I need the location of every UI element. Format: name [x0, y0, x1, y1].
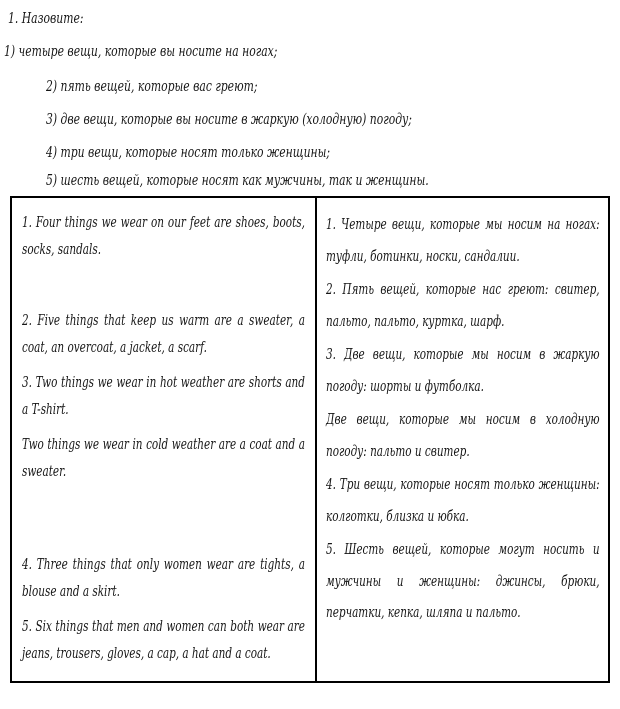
english-answer-4: 4. Three things that only women wear are tights, a blouse and a skirt.	[22, 557, 305, 600]
english-answer-1: 1. Four things we wear on our feet are shoes, boots, socks, sandals.	[22, 215, 305, 258]
english-answers-text-block	[22, 210, 305, 668]
answers-table	[10, 196, 610, 683]
exercise-heading: 1. Назовите:	[8, 9, 84, 27]
russian-answer-3-cold: Две вещи, которые мы носим в холодную погоду: пальто и свитер.	[326, 412, 600, 460]
task-item-2: 2) пять вещей, которые вас греют;	[46, 77, 258, 95]
english-answers-cell	[12, 198, 317, 681]
russian-answers-text-block	[326, 210, 600, 630]
russian-answer-3-hot: 3. Две вещи, которые мы носим в жаркую погоду: шорты и футболка.	[326, 347, 600, 395]
english-answer-2: 2. Five things that keep us warm are a sweater, a coat, an overcoat, a jacket, a scarf.	[22, 313, 305, 356]
russian-answer-1: 1. Четыре вещи, которые мы носим на ногах: туфли, ботинки, носки, сандалии.	[326, 217, 600, 265]
task-item-1: 1) четыре вещи, которые вы носите на ногах;	[4, 42, 278, 60]
russian-answers-cell	[317, 198, 608, 681]
russian-answer-2: 2. Пять вещей, которые нас греют: свитер, пальто, пальто, куртка, шарф.	[326, 282, 600, 330]
english-answer-3-hot: 3. Two things we wear in hot weather are shorts and a T-shirt.	[22, 375, 305, 418]
russian-answer-5: 5. Шесть вещей, которые могут носить и мужчины и женщины: джинсы, брюки, перчатки, кепка, шляпа и пальто.	[326, 542, 600, 621]
english-answer-5: 5. Six things that men and women can both wear are jeans, trousers, gloves, a cap, a hat and a coat.	[22, 619, 305, 662]
task-item-4: 4) три вещи, которые носят только женщины;	[46, 143, 331, 161]
task-item-5: 5) шесть вещей, которые носят как мужчины, так и женщины.	[46, 171, 429, 189]
russian-answer-4: 4. Три вещи, которые носят только женщины: колготки, близка и юбка.	[326, 477, 600, 525]
task-item-3: 3) две вещи, которые вы носите в жаркую (холодную) погоду;	[46, 110, 412, 128]
english-answer-3-cold: Two things we wear in cold weather are a coat and a sweater.	[22, 437, 305, 480]
